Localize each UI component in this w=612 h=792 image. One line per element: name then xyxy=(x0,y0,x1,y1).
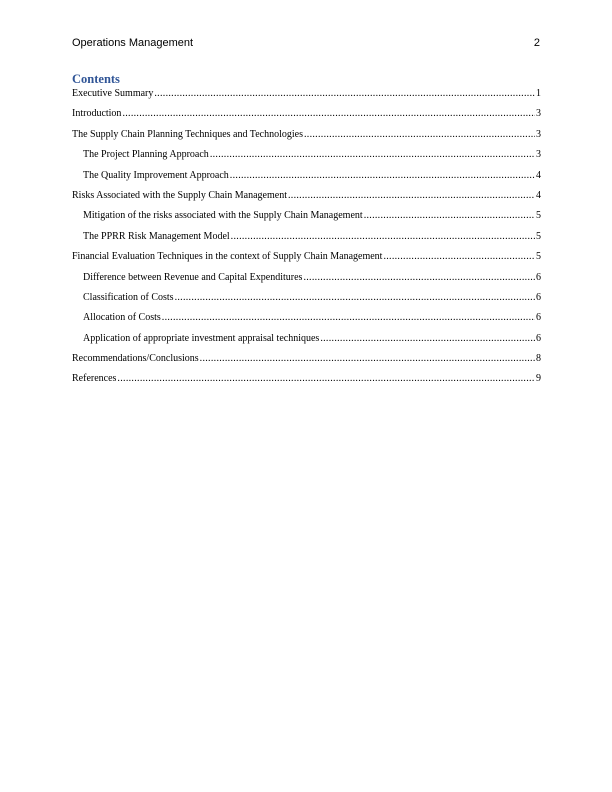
toc-entry[interactable] xyxy=(72,190,541,202)
toc-dot-leader xyxy=(117,373,535,385)
toc-entry[interactable] xyxy=(72,373,541,385)
toc-dot-leader xyxy=(320,333,535,345)
toc-entry-label: Recommendations/Conclusions xyxy=(72,353,199,365)
table-of-contents xyxy=(72,88,541,394)
toc-entry[interactable] xyxy=(72,108,541,120)
toc-dot-leader xyxy=(303,272,535,284)
toc-entry[interactable] xyxy=(72,312,541,324)
toc-dot-leader xyxy=(210,149,535,161)
toc-entry[interactable] xyxy=(72,88,541,100)
toc-entry-label: References xyxy=(72,373,117,385)
toc-entry-label: The PPRR Risk Management Model xyxy=(83,230,230,242)
toc-entry-label: Introduction xyxy=(72,108,122,120)
header-title: Operations Management xyxy=(72,37,194,49)
toc-entry-page-number: 5 xyxy=(536,251,541,263)
toc-entry-label: The Supply Chain Planning Techniques and Technologies xyxy=(72,128,303,140)
toc-entry-page-number: 3 xyxy=(536,128,541,140)
toc-entry-label: Classification of Costs xyxy=(83,291,174,303)
toc-entry-page-number: 4 xyxy=(536,169,541,181)
toc-entry-label: Financial Evaluation Techniques in the context of Supply Chain Management xyxy=(72,251,383,263)
toc-entry[interactable] xyxy=(72,149,541,161)
toc-entry-page-number: 6 xyxy=(536,271,541,283)
toc-entry-label: Risks Associated with the Supply Chain Management xyxy=(72,189,287,201)
toc-entry-page-number: 1 xyxy=(536,88,541,99)
toc-entry[interactable] xyxy=(72,129,541,141)
toc-entry-page-number: 6 xyxy=(536,332,541,344)
toc-entry-label: The Project Planning Approach xyxy=(83,149,209,161)
toc-entry[interactable] xyxy=(72,333,541,345)
toc-dot-leader xyxy=(304,129,535,141)
toc-dot-leader xyxy=(231,231,535,243)
toc-entry[interactable] xyxy=(72,292,541,304)
toc-entry-label: Executive Summary xyxy=(72,88,154,99)
toc-entry-label: Application of appropriate investment appraisal techniques xyxy=(83,332,320,344)
toc-entry-page-number: 8 xyxy=(536,353,541,365)
toc-dot-leader xyxy=(200,353,535,365)
toc-dot-leader xyxy=(288,190,535,202)
page-header xyxy=(72,35,540,51)
toc-entry[interactable] xyxy=(72,251,541,263)
toc-entry[interactable] xyxy=(72,210,541,222)
toc-entry-label: Mitigation of the risks associated with the Supply Chain Management xyxy=(83,210,363,222)
toc-entry-label: Difference between Revenue and Capital Expenditures xyxy=(83,271,303,283)
toc-entry[interactable] xyxy=(72,170,541,182)
toc-dot-leader xyxy=(230,170,535,182)
toc-entry[interactable] xyxy=(72,231,541,243)
toc-entry[interactable] xyxy=(72,353,541,365)
toc-entry-page-number: 9 xyxy=(536,373,541,385)
toc-entry-page-number: 6 xyxy=(536,291,541,303)
toc-entry-label: Allocation of Costs xyxy=(83,312,161,324)
toc-entry-page-number: 4 xyxy=(536,189,541,201)
toc-dot-leader xyxy=(122,108,535,120)
toc-heading: Contents xyxy=(72,72,120,86)
toc-dot-leader xyxy=(364,210,535,222)
header-page-number: 2 xyxy=(533,37,540,49)
toc-dot-leader xyxy=(175,292,535,304)
toc-dot-leader xyxy=(154,88,535,100)
toc-dot-leader xyxy=(162,312,535,324)
toc-entry-page-number: 3 xyxy=(536,108,541,120)
toc-entry-page-number: 5 xyxy=(536,210,541,222)
toc-entry-page-number: 3 xyxy=(536,149,541,161)
toc-dot-leader xyxy=(383,251,535,263)
toc-entry-label: The Quality Improvement Approach xyxy=(83,169,229,181)
toc-entry[interactable] xyxy=(72,272,541,284)
toc-entry-page-number: 6 xyxy=(536,312,541,324)
toc-entry-page-number: 5 xyxy=(536,230,541,242)
